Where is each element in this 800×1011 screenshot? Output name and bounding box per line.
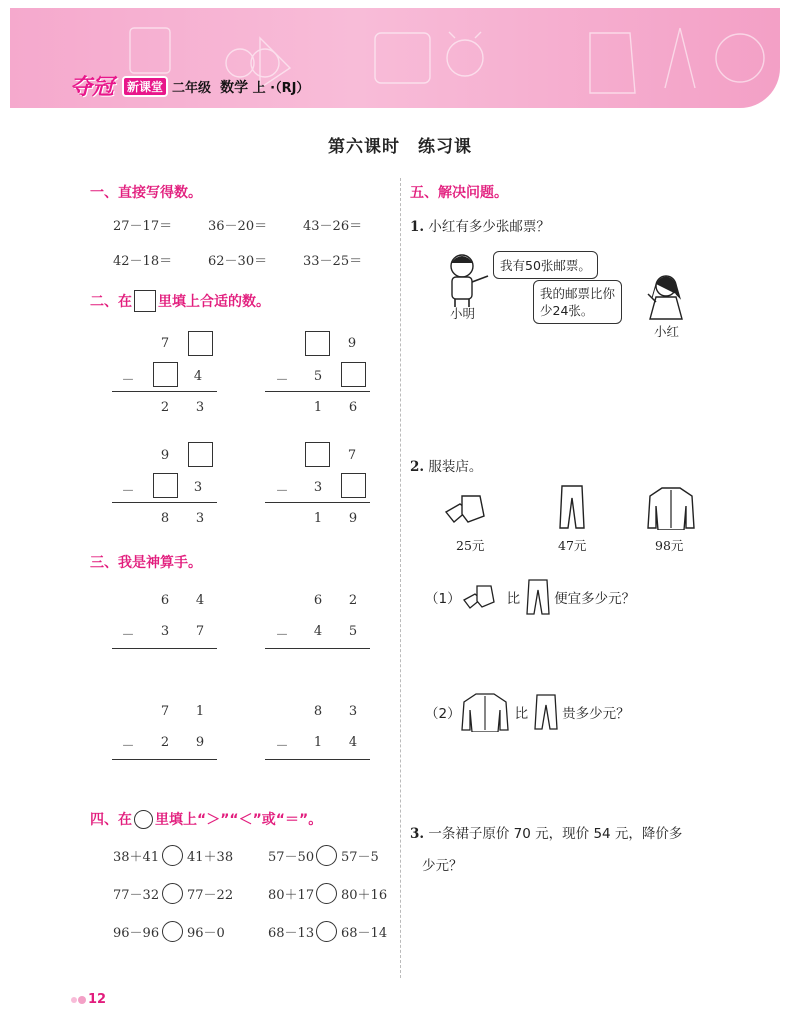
compare-right: 41＋38 [187,850,234,865]
book-info [172,77,309,97]
section-4-title-pre: 四、在 [90,812,132,828]
socks-icon [461,582,501,612]
section-4-title [90,809,322,829]
question-text: 服装店。 [428,459,483,475]
socks-icon [442,490,492,530]
digit: 8 [160,511,170,526]
answer-box[interactable] [188,331,213,356]
compare-circle[interactable] [162,845,183,866]
speech-bubble-boy: 我有50张邮票。 [493,251,598,279]
section-4-title-post: 里填上“＞”“＜”或“＝”。 [155,812,323,828]
digit: 2 [348,593,358,608]
compare-left: 38＋41 [113,850,160,865]
column-divider [400,178,401,978]
question-2 [410,455,482,475]
section-2-title-post: 里填上合适的数。 [158,294,270,310]
boy-illustration [440,250,500,310]
compare-circle[interactable] [316,883,337,904]
digit: 3 [193,480,203,495]
question-number: 2. [410,459,425,475]
underline [112,391,217,392]
minus-sign: － [275,373,289,388]
section-1-title: 一、直接写得数。 [90,185,202,201]
minus-sign: － [121,739,135,754]
question-3 [410,818,682,882]
digit: 5 [313,369,323,384]
compare-left: 96－96 [113,926,160,941]
minus-sign: － [275,628,289,643]
page-number: 12 [88,992,107,1007]
question-1 [410,215,550,235]
digit: 2 [160,400,170,415]
answer-box[interactable] [188,442,213,467]
jacket-icon [646,486,696,530]
sub-question-text: 便宜多少元？ [554,591,636,607]
underline [265,391,370,392]
calc-item: 36－20＝ [208,219,268,234]
digit: 3 [313,480,323,495]
compare-right: 77－22 [187,888,234,903]
jacket-icon [461,692,509,732]
answer-box-icon [134,290,156,312]
compare-word: 比 [514,706,529,722]
compare-circle[interactable] [316,845,337,866]
digit: 1 [195,704,205,719]
underline [265,502,370,503]
digit: 3 [195,400,205,415]
digit: 6 [348,400,358,415]
compare-left: 57－50 [268,850,315,865]
question-text-cont: 少元？ [422,858,463,874]
circle-icon [134,810,153,829]
answer-box[interactable] [305,442,330,467]
price-pants: 47元 [558,538,587,553]
answer-box[interactable] [153,473,178,498]
compare-right: 96－0 [187,926,225,941]
volume-label: 上 ·（RJ） [252,81,310,96]
compare-right: 68－14 [341,926,388,941]
digit: 1 [313,400,323,415]
grade-label: 二年级 [172,81,212,96]
speech-bubble-girl [533,280,622,324]
question-number: 3. [410,826,425,842]
lesson-title: 第六课时 练习课 [328,137,472,157]
section-5-title: 五、解决问题。 [410,185,508,201]
bubble-line: 少24张。 [540,303,594,318]
minus-sign: － [275,484,289,499]
section-2-title [90,290,270,312]
price-socks: 25元 [456,538,485,553]
bubble-line: 我的邮票比你 [540,286,616,301]
compare-left: 77－32 [113,888,160,903]
digit: 4 [195,593,205,608]
compare-right: 80＋16 [341,888,388,903]
underline [265,759,370,760]
digit: 5 [348,624,358,639]
digit: 9 [195,735,205,750]
sub-question-number: （2） [425,706,461,722]
section-3-title: 三、我是神算手。 [90,555,202,571]
compare-left: 80＋17 [268,888,315,903]
compare-right: 57－5 [341,850,379,865]
calc-item: 33－25＝ [303,254,363,269]
digit: 6 [313,593,323,608]
digit: 9 [348,511,358,526]
underline [265,648,370,649]
brand-logo: 夺冠 [70,75,115,100]
question-number: 1. [410,219,425,235]
compare-circle[interactable] [162,921,183,942]
minus-sign: － [121,628,135,643]
digit: 4 [348,735,358,750]
digit: 3 [160,624,170,639]
digit: 7 [160,704,170,719]
minus-sign: － [121,484,135,499]
calc-item: 27－17＝ [113,219,173,234]
digit: 3 [348,704,358,719]
digit: 4 [313,624,323,639]
calc-item: 43－26＝ [303,219,363,234]
digit: 7 [347,448,357,463]
compare-left: 68－13 [268,926,315,941]
compare-word: 比 [506,591,521,607]
digit: 3 [195,511,205,526]
digit: 9 [347,336,357,351]
digit: 9 [160,448,170,463]
digit: 6 [160,593,170,608]
answer-box[interactable] [341,362,366,387]
answer-box[interactable] [305,331,330,356]
girl-illustration [646,272,691,327]
digit: 7 [160,336,170,351]
digit: 2 [160,735,170,750]
compare-circle[interactable] [316,921,337,942]
price-jacket: 98元 [655,538,684,553]
digit: 1 [313,735,323,750]
sub-question-number: （1） [425,591,461,607]
page-dots-icon [70,994,88,1006]
sub-question-1 [425,578,635,616]
digit: 1 [313,511,323,526]
underline [112,502,217,503]
pants-icon [526,578,550,616]
answer-box[interactable] [153,362,178,387]
underline [112,759,217,760]
pants-icon [558,484,586,530]
compare-circle[interactable] [162,883,183,904]
sub-question-text: 贵多少元？ [562,706,630,722]
minus-sign: － [121,373,135,388]
calc-item: 42－18＝ [113,254,173,269]
boy-name: 小明 [450,306,476,321]
question-text: 小红有多少张邮票？ [428,219,550,235]
answer-box[interactable] [341,473,366,498]
girl-name: 小红 [654,324,680,339]
calc-item: 62－30＝ [208,254,268,269]
sub-question-2 [425,692,630,732]
section-2-title-pre: 二、在 [90,294,132,310]
subject-label: 数学 [220,80,249,96]
digit: 7 [195,624,205,639]
minus-sign: － [275,739,289,754]
brand-badge: 新课堂 [122,76,168,97]
underline [112,648,217,649]
pants-icon [534,693,558,731]
question-text: 一条裙子原价 70 元，现价 54 元，降价多 [428,826,683,842]
digit: 8 [313,704,323,719]
digit: 4 [193,369,203,384]
